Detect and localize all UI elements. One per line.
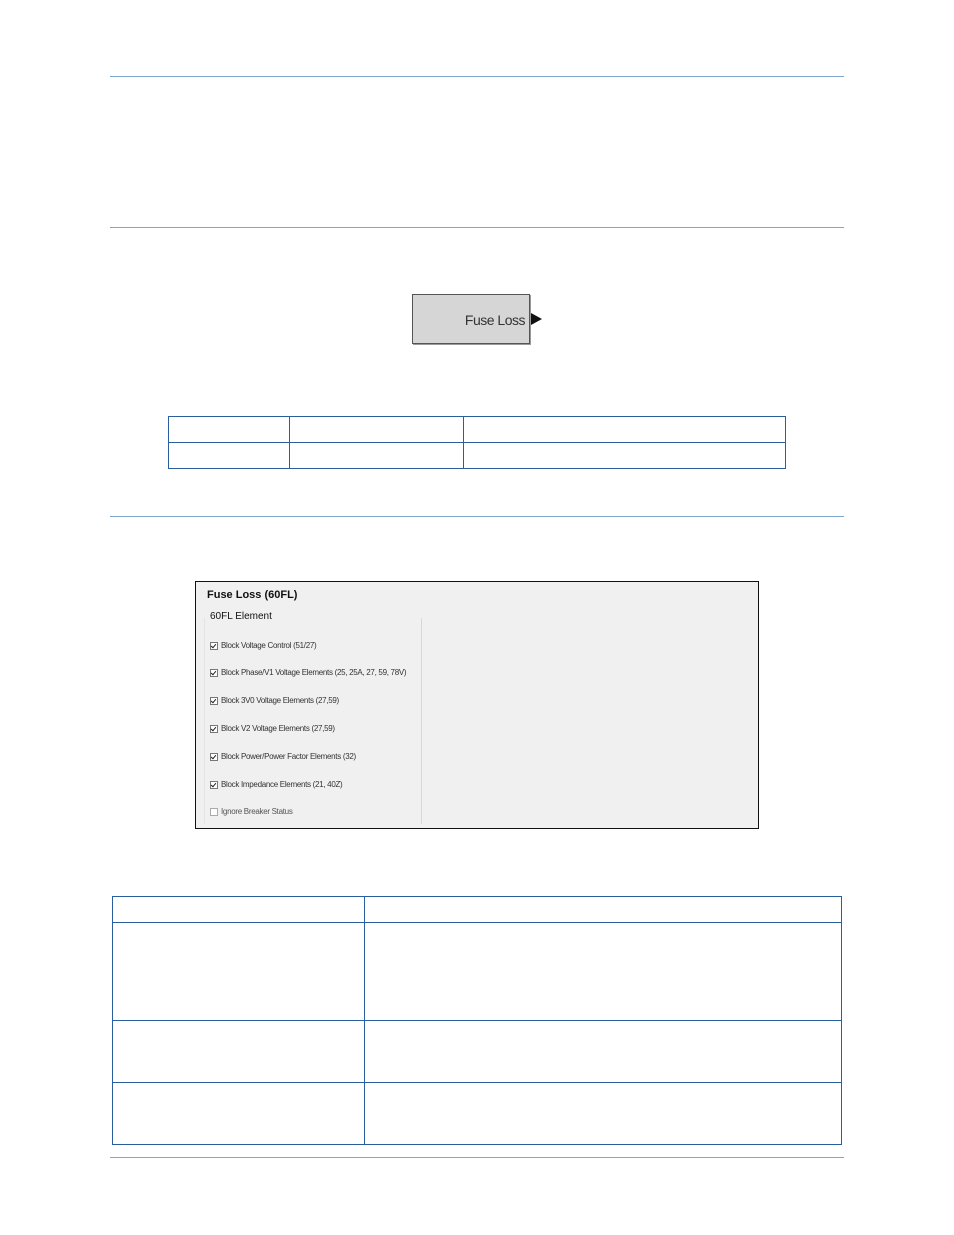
fuse-loss-settings-panel bbox=[195, 581, 759, 829]
footer-rule bbox=[110, 1157, 844, 1158]
table-cell bbox=[169, 443, 290, 469]
table-row bbox=[169, 417, 786, 443]
logic-io-table bbox=[168, 416, 786, 469]
table-row bbox=[113, 1021, 842, 1082]
group-divider bbox=[421, 618, 422, 824]
checkbox-checked-icon[interactable] bbox=[210, 781, 218, 789]
table-cell bbox=[113, 923, 365, 1021]
panel-title: Fuse Loss (60FL) bbox=[207, 589, 298, 601]
checkbox-checked-icon[interactable] bbox=[210, 642, 218, 650]
table-cell bbox=[365, 1021, 842, 1082]
table-cell bbox=[365, 1082, 842, 1144]
checkbox-label: Block Impedance Elements (21, 40Z) bbox=[221, 780, 343, 789]
checkbox-checked-icon[interactable] bbox=[210, 753, 218, 761]
table-row bbox=[169, 443, 786, 469]
group-border bbox=[204, 618, 205, 824]
section-rule bbox=[110, 227, 844, 228]
table-cell bbox=[113, 1021, 365, 1082]
section-rule bbox=[110, 516, 844, 517]
table-cell bbox=[169, 417, 290, 443]
checkbox-unchecked-icon[interactable] bbox=[210, 808, 218, 816]
table-row bbox=[113, 1082, 842, 1144]
checkbox-checked-icon[interactable] bbox=[210, 725, 218, 733]
logic-block-label: Fuse Loss bbox=[464, 312, 525, 328]
table-row bbox=[113, 897, 842, 923]
checkbox-block-v2-voltage[interactable] bbox=[210, 724, 335, 733]
group-title: 60FL Element bbox=[210, 611, 272, 622]
checkbox-checked-icon[interactable] bbox=[210, 669, 218, 677]
table-cell bbox=[113, 897, 365, 923]
table-cell bbox=[464, 443, 786, 469]
table-cell bbox=[113, 1082, 365, 1144]
checkbox-block-power-factor[interactable] bbox=[210, 752, 356, 761]
checkbox-block-3v0-voltage[interactable] bbox=[210, 696, 339, 705]
checkbox-label: Block V2 Voltage Elements (27,59) bbox=[221, 724, 335, 733]
checkbox-label: Block 3V0 Voltage Elements (27,59) bbox=[221, 696, 339, 705]
checkbox-block-impedance[interactable] bbox=[210, 780, 342, 789]
table-cell bbox=[365, 923, 842, 1021]
table-cell bbox=[290, 417, 464, 443]
checkbox-label: Block Voltage Control (51/27) bbox=[221, 641, 317, 650]
output-arrow-icon bbox=[531, 313, 542, 325]
checkbox-ignore-breaker-status[interactable] bbox=[210, 807, 293, 816]
checkbox-label: Block Power/Power Factor Elements (32) bbox=[221, 752, 356, 761]
checkbox-block-phase-v1-voltage[interactable] bbox=[210, 668, 406, 677]
table-cell bbox=[290, 443, 464, 469]
settings-table bbox=[112, 896, 842, 1145]
checkbox-label: Ignore Breaker Status bbox=[221, 807, 293, 816]
checkbox-checked-icon[interactable] bbox=[210, 697, 218, 705]
table-row bbox=[113, 923, 842, 1021]
fuse-loss-logic-block bbox=[412, 294, 530, 344]
checkbox-block-voltage-control[interactable] bbox=[210, 641, 316, 650]
header-rule bbox=[110, 76, 844, 77]
checkbox-label: Block Phase/V1 Voltage Elements (25, 25A, 27, 59, 78V) bbox=[221, 668, 407, 677]
table-cell bbox=[365, 897, 842, 923]
table-cell bbox=[464, 417, 786, 443]
